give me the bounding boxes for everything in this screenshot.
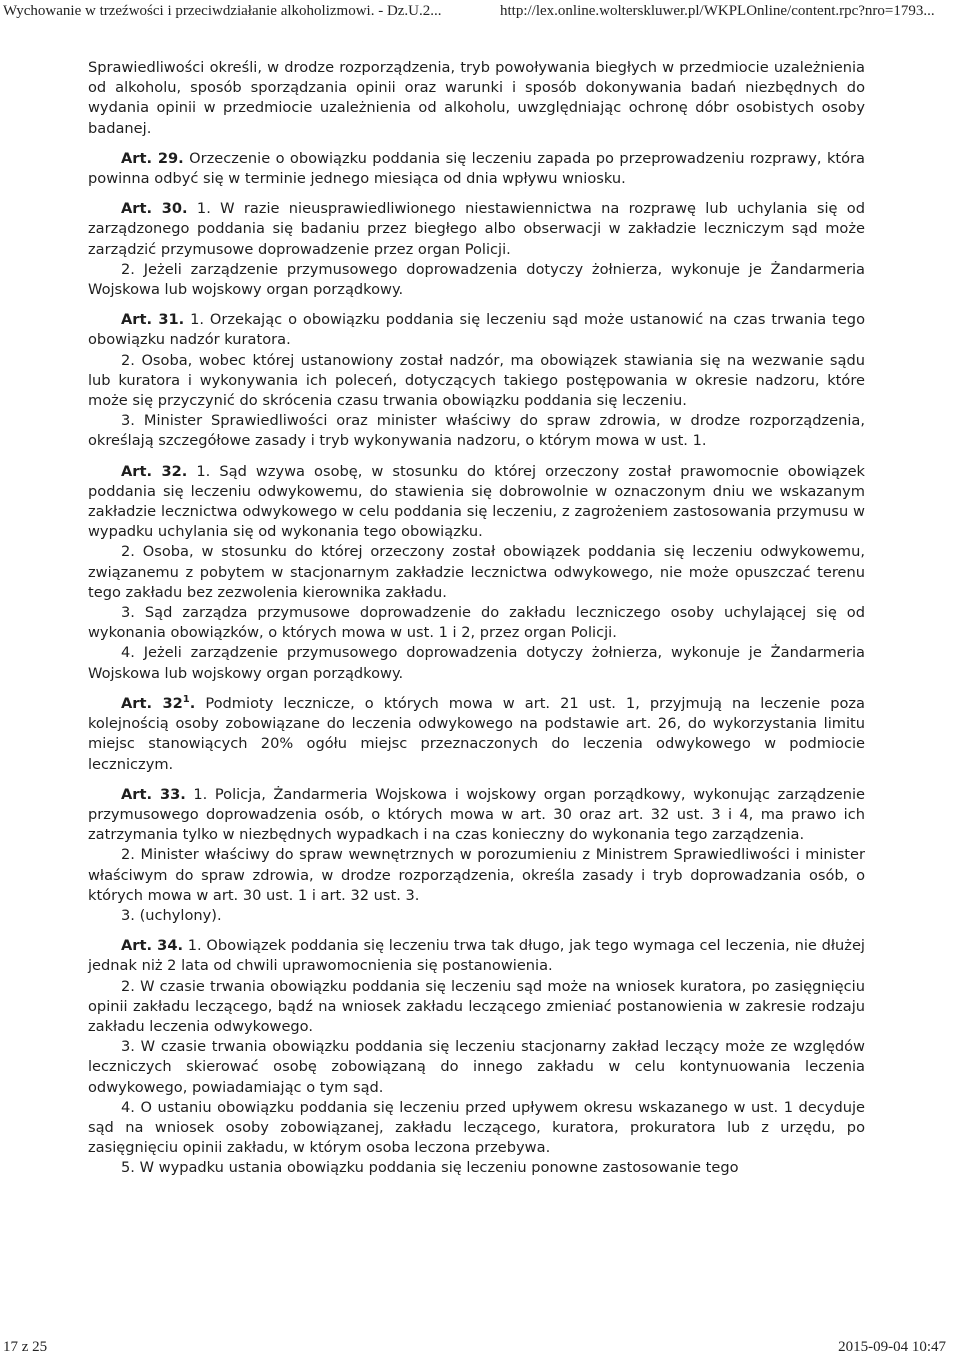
intro-paragraph: Sprawiedliwości określi, w drodze rozporządzenia, tryb powoływania biegłych w przedmiocie uzależnienia od alkoholu, sposób sporządzania opinii oraz warunki i sposób dokonywania badań niezbędnych do wydania opinii w przedmiocie uzależnienia od alkoholu, uwzględniając ochronę dóbr osobistych osoby badanej. [88, 59, 865, 137]
legal-text-body [88, 58, 865, 1179]
article-34-par-3: 3. W czasie trwania obowiązku poddania się leczeniu stacjonarny zakład leczący może ze względów leczniczych skierować osobę zobowiązaną do innego zakładu w celu kontynuowania leczenia odwykowego, powiadamiając o tym sąd. [88, 1038, 865, 1096]
article-heading: Art. 29. [121, 149, 184, 167]
article-heading: Art. $32^1$. [121, 694, 196, 712]
article-34-par-4: 4. O ustaniu obowiązku poddania się leczeniu przed upływem okresu wskazanego w ust. 1 decyduje sąd na wniosek osoby zobowiązanej, zakładu leczącego, kuratora, prokuratora lub z urzędu, po zasięgnięciu opinii zakładu, w którym osoba leczona przebywa. [88, 1098, 865, 1157]
article-32-par-2: 2. Osoba, w stosunku do której orzeczony został obowiązek poddania się leczeniu odwykowemu, związanemu z pobytem w stacjonarnym zakładzie lecznictwa odwykowego, nie może opuszczać terenu tego zakładu bez zezwolenia kierownika zakładu. [88, 543, 865, 601]
document-title: Wychowanie w trzeźwości i przeciwdziałanie alkoholizmowi. - Dz.U.2... [3, 3, 442, 19]
article-30-par-2: 2. Jeżeli zarządzenie przymusowego doprowadzenia dotyczy żołnierza, wykonuje je Żandarmeria Wojskowa lub wojskowy organ porządkowy. [88, 260, 865, 299]
article-29: Art. 29. Orzeczenie o obowiązku poddania się leczeniu zapada po przeprowadzeniu rozprawy, która powinna odbyć się w terminie jednego miesiąca od dnia wpływu wniosku. [88, 149, 865, 188]
page-number: 17 z 25 [3, 1339, 48, 1355]
article-33-par-2: 2. Minister właściwy do spraw wewnętrznych w porozumieniu z Ministrem Sprawiedliwości i minister właściwym do spraw zdrowia, w drodze rozporządzenia, określa zasady i tryb doprowadzania osób, o których mowa w art. 30 ust. 1 i art. 32 ust. 3. [88, 846, 865, 904]
article-31-par-1: Art. 31. 1. Orzekając o obowiązku poddania się leczeniu sąd może ustanowić na czas trwania tego obowiązku nadzór kuratora. [88, 311, 865, 349]
article-32-par-1: Art. 32. 1. Sąd wzywa osobę, w stosunku do której orzeczony został prawomocnie obowiązek poddania się leczeniu odwykowemu, do stawienia się dobrowolnie w oznaczonym dniu we wskazanym zakładzie lecznictwa odwykowego w celu poddania się leczeniu, z zagrożeniem zastosowania przymusu w wypadku uchylania się od wykonania tego obowiązku. [88, 462, 865, 541]
article-34-par-5: 5. W wypadku ustania obowiązku poddania się leczeniu ponowne zastosowanie tego [121, 1159, 739, 1177]
article-32-par-3: 3. Sąd zarządza przymusowe doprowadzenie do zakładu leczniczego osoby uchylającej się od wykonania obowiązków, o których mowa w ust. 1 i 2, przez organ Policji. [88, 604, 865, 642]
article-heading: Art. 32. [121, 462, 188, 480]
article-33-par-1: Art. 33. 1. Policja, Żandarmeria Wojskowa i wojskowy organ porządkowy, wykonując zarządzenie przymusowego doprowadzenia osób, o których mowa w art. 30 oraz art. 32 ust. 3 i 4, ma prawo ich zatrzymania tylko w niezbędnych wypadkach i na czas konieczny do wykonania tego zarządzenia. [88, 785, 865, 844]
print-timestamp: 2015-09-04 10:47 [838, 1339, 946, 1355]
browser-print-footer [0, 1337, 960, 1357]
article-33-par-3: 3. (uchylony). [121, 906, 222, 924]
article-31-par-2: 2. Osoba, wobec której ustanowiony został nadzór, ma obowiązek stawiania się na wezwanie sądu lub kuratora i wykonywania ich poleceń, dotyczących takiego postępowania w okresie nadzoru, które może się przyczynić do skrócenia czasu trwania obowiązku poddania się leczeniu. [88, 351, 865, 410]
article-32-1: Art. $32^1$. Podmioty lecznicze, o których mowa w art. 21 ust. 1, przyjmują na leczenie poza kolejnością osoby zobowiązane do leczenia odwykowego na podstawie art. 26, do wykorzystania limitu miejsc stanowiących 20% ogółu miejsc przeznaczonych do leczenia odwykowego w podmiocie leczniczym. [88, 694, 865, 773]
article-32-par-4: 4. Jeżeli zarządzenie przymusowego doprowadzenia dotyczy żołnierza, wykonuje je Żandarmeria Wojskowa lub wojskowy organ porządkowy. [88, 644, 865, 682]
article-31-par-3: 3. Minister Sprawiedliwości oraz minister właściwy do spraw zdrowia, w drodze rozporządzenia, określają szczegółowe zasady i tryb wykonywania nadzoru, o którym mowa w ust. 1. [88, 412, 865, 450]
article-34-par-2: 2. W czasie trwania obowiązku poddania się leczeniu sąd może na wniosek kuratora, po zasięgnięciu opinii zakładu leczącego, bądź na wniosek zakładu leczącego zmieniać postanowienia w zakresie rodzaju zakładu leczenia odwykowego. [88, 977, 865, 1035]
article-30-par-1: Art. 30. 1. W razie nieusprawiedliwionego niestawiennictwa na rozprawę lub uchylania się od zarządzonego poddania się badaniu przez biegłego albo obserwacji w zakładzie leczniczym sąd może zarządzić przymusowe doprowadzenie przez organ Policji. [88, 200, 865, 258]
article-heading: Art. 33. [121, 785, 186, 803]
article-heading: Art. 31. [121, 311, 185, 329]
document-url: http://lex.online.wolterskluwer.pl/WKPLOnline/content.rpc?nro=1793... [500, 3, 935, 19]
article-34-par-1: Art. 34. 1. Obowiązek poddania się leczeniu trwa tak długo, jak tego wymaga cel leczenia, nie dłużej jednak niż 2 lata od chwili uprawomocnienia się postanowienia. [88, 937, 865, 975]
article-heading: Art. 30. [121, 200, 188, 218]
browser-print-header [0, 0, 960, 22]
article-heading: Art. 34. [121, 937, 184, 955]
